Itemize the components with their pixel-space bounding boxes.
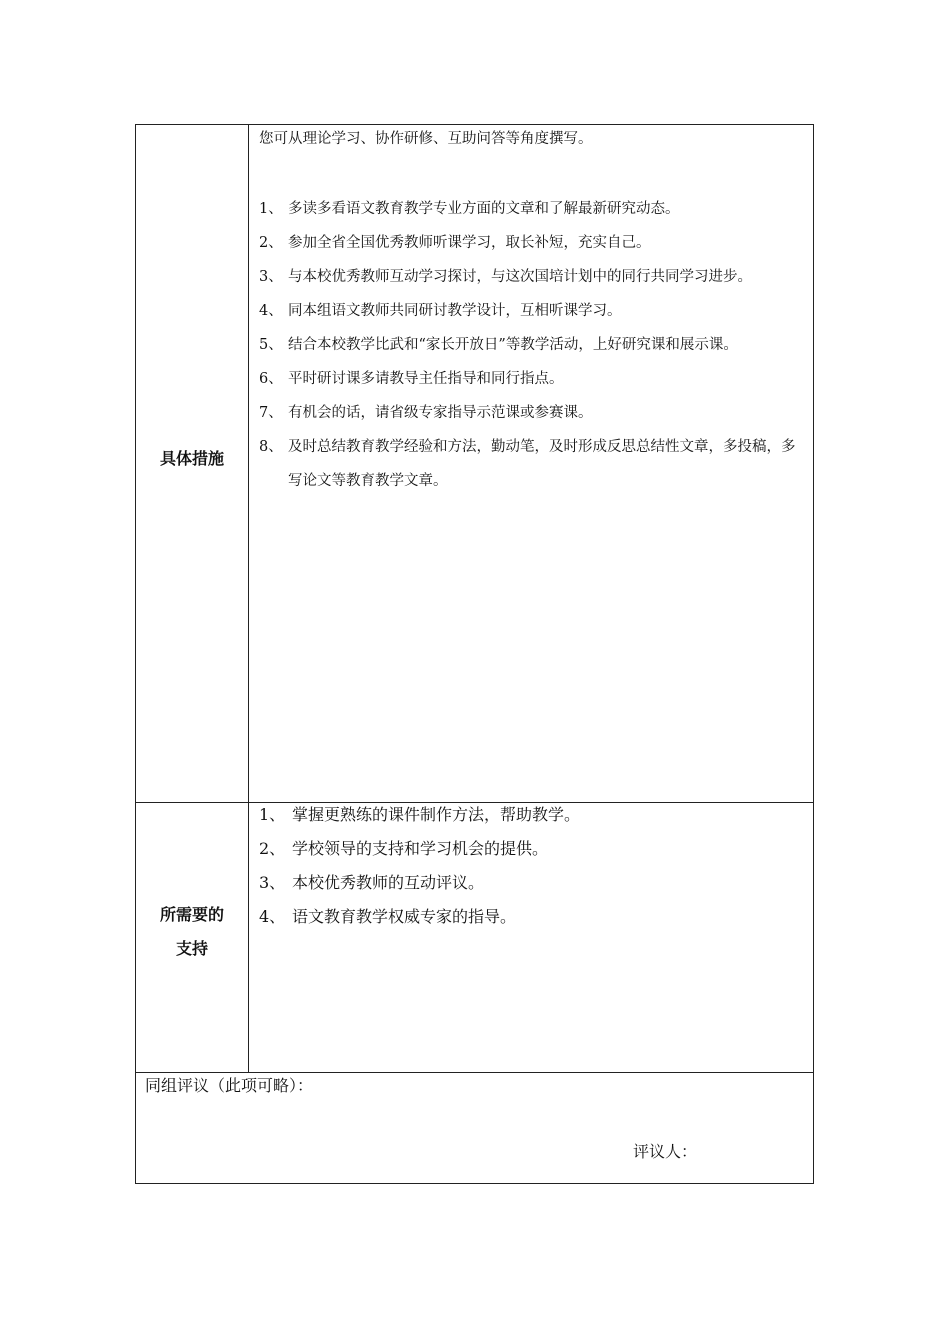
list-item bbox=[259, 294, 807, 328]
item-text: 学校领导的支持和学习机会的提供。 bbox=[292, 839, 549, 858]
item-text: 有机会的话，请省级专家指导示范课或参赛课。 bbox=[288, 405, 593, 421]
support-content bbox=[259, 798, 807, 934]
measures-content bbox=[259, 125, 807, 498]
item-number: 1、 bbox=[259, 201, 283, 217]
item-text: 平时研讨课多请教导主任指导和同行指点。 bbox=[288, 371, 564, 387]
item-number: 2、 bbox=[259, 839, 286, 858]
item-text: 多读多看语文教育教学专业方面的文章和了解最新研究动态。 bbox=[288, 201, 680, 217]
support-label-line2: 支持 bbox=[175, 939, 208, 958]
item-text: 与本校优秀教师互动学习探讨，与这次国培计划中的同行共同学习进步。 bbox=[288, 269, 752, 285]
item-number: 5、 bbox=[259, 337, 283, 353]
list-item bbox=[259, 396, 807, 430]
item-text: 掌握更熟练的课件制作方法，帮助教学。 bbox=[292, 805, 581, 824]
list-item bbox=[259, 192, 807, 226]
item-number: 3、 bbox=[259, 873, 286, 892]
list-item bbox=[259, 226, 807, 260]
item-text: 结合本校教学比武和“家长开放日”等教学活动，上好研究课和展示课。 bbox=[288, 337, 738, 353]
list-item bbox=[259, 430, 807, 498]
list-item bbox=[259, 798, 807, 832]
list-item bbox=[259, 328, 807, 362]
item-text: 同本组语文教师共同研讨教学设计，互相听课学习。 bbox=[288, 303, 622, 319]
item-text: 本校优秀教师的互动评议。 bbox=[292, 873, 485, 892]
reviewer-label: 评议人： bbox=[633, 1142, 698, 1161]
column-divider-1 bbox=[248, 125, 249, 802]
plan-table bbox=[135, 124, 814, 1184]
item-number: 3、 bbox=[259, 269, 283, 285]
item-number: 4、 bbox=[259, 303, 283, 319]
item-text: 及时总结教育教学经验和方法，勤动笔，及时形成反思总结性文章，多投稿，多写论文等教育教学文章。 bbox=[288, 439, 796, 489]
item-number: 2、 bbox=[259, 235, 283, 251]
support-list bbox=[259, 798, 807, 934]
measures-list bbox=[259, 192, 807, 498]
item-number: 8、 bbox=[259, 439, 283, 455]
column-divider-2 bbox=[248, 802, 249, 1072]
list-item bbox=[259, 866, 807, 900]
list-item bbox=[259, 260, 807, 294]
item-number: 4、 bbox=[259, 907, 286, 926]
measures-label: 具体措施 bbox=[159, 449, 224, 468]
item-number: 1、 bbox=[259, 805, 286, 824]
support-label bbox=[136, 898, 248, 966]
support-label-line1: 所需要的 bbox=[159, 905, 224, 924]
list-item bbox=[259, 832, 807, 866]
list-item bbox=[259, 362, 807, 396]
review-section bbox=[136, 1072, 813, 1183]
item-number: 6、 bbox=[259, 371, 283, 387]
item-text: 参加全省全国优秀教师听课学习，取长补短，充实自己。 bbox=[288, 235, 651, 251]
item-number: 7、 bbox=[259, 405, 283, 421]
item-text: 语文教育教学权威专家的指导。 bbox=[292, 907, 517, 926]
review-label: 同组评议（此项可略）： bbox=[145, 1076, 314, 1095]
measures-intro: 您可从理论学习、协作研修、互助问答等角度撰写。 bbox=[259, 131, 593, 147]
list-item bbox=[259, 900, 807, 934]
